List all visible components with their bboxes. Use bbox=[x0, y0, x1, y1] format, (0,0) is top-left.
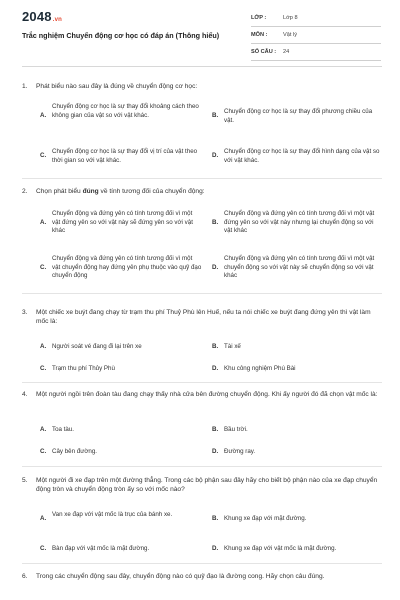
option-letter: A. bbox=[40, 343, 47, 350]
question-number: 3. bbox=[22, 309, 28, 316]
question-number: 2. bbox=[22, 188, 28, 195]
site-logo[interactable] bbox=[22, 9, 62, 24]
option-letter: D. bbox=[212, 448, 219, 455]
option-letter: B. bbox=[212, 426, 219, 433]
option-letter: C. bbox=[40, 264, 47, 271]
option-letter: D. bbox=[212, 545, 219, 552]
option-text: Khung xe đạp với vật mốc là mặt đường. bbox=[224, 545, 337, 552]
option-letter: B. bbox=[212, 219, 219, 226]
question-text: Một người ngồi trên đoàn tàu đang chạy thấy nhà cửa bên đường chuyển động. Khi ấy người đó đã chọn vật mốc là: bbox=[36, 391, 378, 398]
option-text: Bầu trời. bbox=[224, 426, 248, 433]
option-letter: D. bbox=[212, 264, 219, 271]
question-text: Một chiếc xe buýt đang chạy từ trạm thu phí Thuỷ Phù lên Huế, nếu ta nói chiếc xe buýt đang đứng yên thì vật làm mốc là: bbox=[36, 309, 371, 326]
option-letter: B. bbox=[212, 343, 219, 350]
option-letter: C. bbox=[40, 545, 47, 552]
option-text: Chuyển động và đứng yên có tính tương đối vì một vật chuyển động so với vật này sẽ chuyển động so với vật khác bbox=[224, 255, 375, 280]
option-text: Người soát vé đang đi lại trên xe bbox=[52, 343, 142, 350]
question-divider bbox=[22, 382, 382, 383]
question-4 bbox=[22, 390, 382, 399]
option-letter: C. bbox=[40, 448, 47, 455]
option-text: Chuyển động và đứng yên có tính tương đối vì một vật chuyển động hay đứng yên phụ thuộc vào quỹ đạo chuyển động bbox=[52, 255, 202, 280]
option-letter: A. bbox=[40, 112, 47, 119]
question-divider bbox=[22, 563, 382, 564]
option-text: Chuyển động cơ học là sự thay đổi vị trí của vật theo thời gian so với vật khác. bbox=[52, 148, 198, 164]
option-text: Chuyển động cơ học là sự thay đổi khoảng cách theo không gian của vật so với vật khác. bbox=[52, 103, 199, 119]
option-text: Chuyển động cơ học là sự thay đổi hình dạng của vật so với vật khác. bbox=[224, 148, 380, 164]
option-text: Toa tàu. bbox=[52, 426, 75, 433]
meta-row-subject bbox=[251, 27, 381, 44]
question-number: 6. bbox=[22, 573, 28, 580]
question-1 bbox=[22, 82, 382, 91]
option-text: Chuyển động cơ học là sự thay đổi phương chiều của vật. bbox=[224, 108, 373, 124]
page-header bbox=[0, 0, 400, 66]
question-text: Phát biểu nào sau đây là đúng về chuyển động cơ học: bbox=[36, 83, 198, 90]
question-divider bbox=[22, 293, 382, 294]
question-divider bbox=[22, 178, 382, 179]
option-text: Bàn đạp với vật mốc là mặt đường. bbox=[52, 545, 150, 552]
page-title: Trắc nghiệm Chuyển động cơ học có đáp án (Thông hiểu) bbox=[22, 31, 220, 40]
option-text: Trạm thu phí Thủy Phù bbox=[52, 365, 115, 372]
option-text: Tài xế bbox=[224, 343, 241, 350]
question-text: Trong các chuyển động sau đây, chuyển động nào có quỹ đạo là đường cong. Hãy chọn câu đúng. bbox=[36, 573, 325, 580]
question-text: Một người đi xe đạp trên một đường thẳng. Trong các bộ phận sau đây hãy cho biết bộ phận nào của xe đạp chuyển động tròn và chuyển động tròn ấy so với mốc nào? bbox=[36, 477, 378, 494]
meta-label: LỚP : bbox=[251, 15, 267, 21]
meta-value: 24 bbox=[283, 49, 290, 55]
question-3 bbox=[22, 308, 382, 327]
option-text: Cây bên đường. bbox=[52, 448, 98, 455]
option-text: Khu công nghiệm Phú Bài bbox=[224, 365, 296, 372]
meta-value: Vật lý bbox=[283, 32, 297, 38]
question-2 bbox=[22, 187, 382, 196]
option-text: Van xe đạp với vật mốc là trục của bánh xe. bbox=[52, 511, 173, 518]
question-text: Chọn phát biểu đúng về tính tương đối của chuyển động: bbox=[36, 188, 205, 195]
option-text: Khung xe đạp với mặt đường. bbox=[224, 515, 307, 522]
option-letter: D. bbox=[212, 365, 219, 372]
option-letter: B. bbox=[212, 112, 219, 119]
question-number: 4. bbox=[22, 391, 28, 398]
question-number: 5. bbox=[22, 477, 28, 484]
meta-label: SỐ CÂU : bbox=[251, 49, 277, 55]
meta-row-grade bbox=[251, 10, 381, 27]
option-letter: D. bbox=[212, 152, 219, 159]
meta-value: Lớp 8 bbox=[283, 15, 298, 21]
option-letter: B. bbox=[212, 515, 219, 522]
meta-label: MÔN : bbox=[251, 32, 268, 38]
option-letter: C. bbox=[40, 365, 47, 372]
option-text: Chuyển động và đứng yên có tính tương đối vì một vật đứng yên so với vật này nhưng lại chuyển động so với vật khác bbox=[224, 210, 375, 235]
meta-row-count bbox=[251, 44, 381, 61]
option-letter: A. bbox=[40, 219, 47, 226]
question-5 bbox=[22, 476, 382, 495]
option-letter: C. bbox=[40, 152, 47, 159]
option-letter: A. bbox=[40, 426, 47, 433]
question-6 bbox=[22, 572, 382, 581]
logo-suffix: .vn bbox=[52, 17, 63, 23]
question-number: 1. bbox=[22, 83, 28, 90]
question-divider bbox=[22, 466, 382, 467]
option-text: Đường ray. bbox=[224, 448, 256, 455]
option-letter: A. bbox=[40, 515, 47, 522]
header-divider bbox=[22, 66, 382, 67]
option-text: Chuyển động và đứng yên có tính tương đối vì một vật đứng yên so với vật này sẽ đứng yên so với vật khác bbox=[52, 210, 193, 235]
logo-main: 2048 bbox=[22, 9, 52, 24]
quiz-meta-table bbox=[251, 10, 381, 61]
